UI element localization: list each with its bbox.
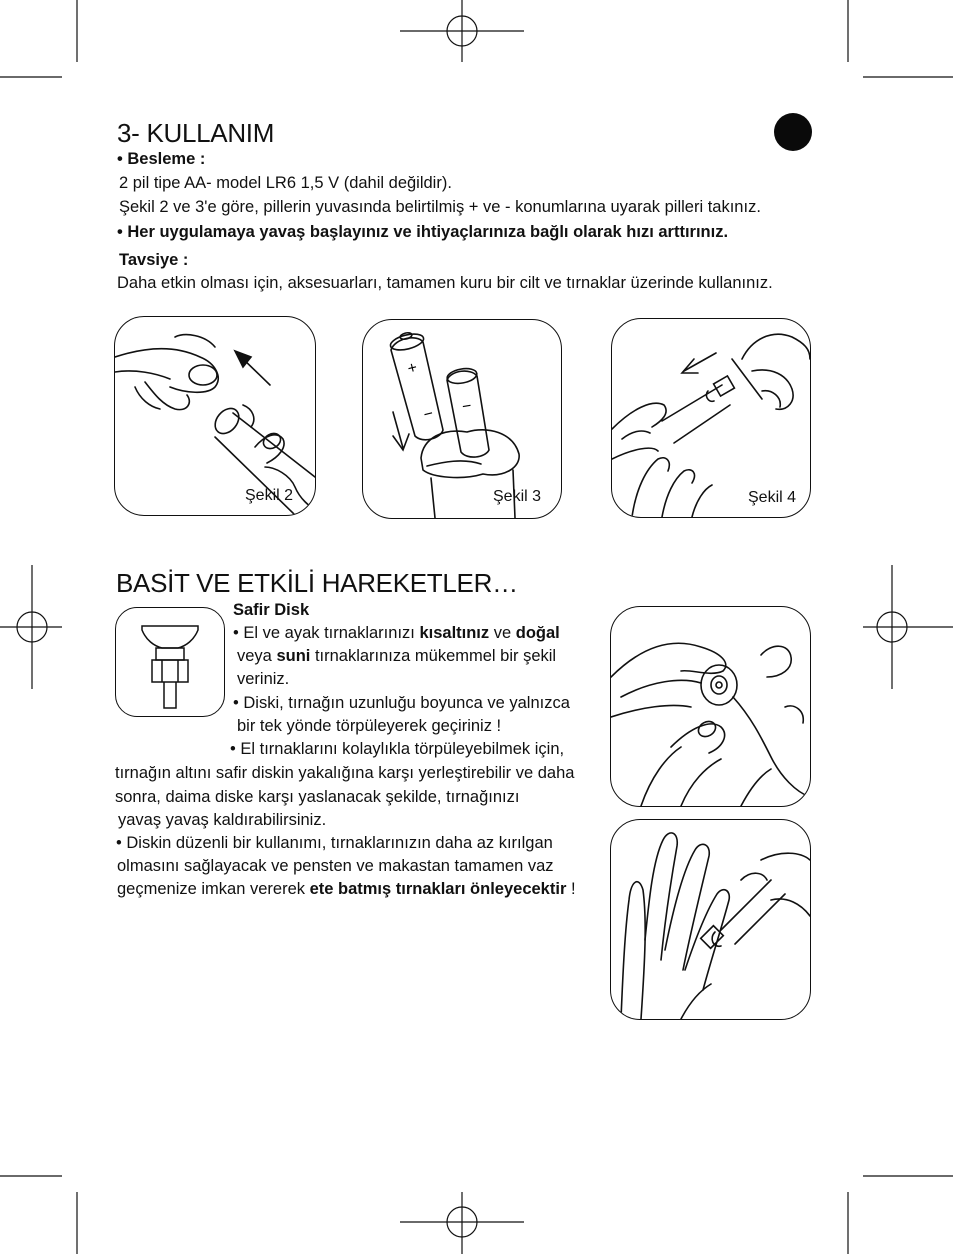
- b2-l1: Diski, tırnağın uzunluğu boyunca ve yalnızca: [243, 694, 570, 712]
- figure-3-caption: Şekil 3: [493, 488, 542, 505]
- bullet-3-line-3: sonra, daima diske karşı yaslanacak şekilde, tırnağınızı: [115, 788, 520, 806]
- language-marker-dot: [774, 113, 812, 151]
- tavsiye-text: Daha etkin olması için, aksesuarları, tamamen kuru bir cilt ve tırnaklar üzerinde kullanınız.: [117, 274, 773, 292]
- hand-inserting-battery-illustration: [115, 317, 315, 515]
- tavsiye-heading: Tavsiye :: [119, 251, 189, 269]
- bullet: •: [230, 740, 236, 758]
- b1-l2-pre: veya: [237, 647, 277, 665]
- disk-usage-illustration-2: [610, 819, 811, 1020]
- bullet-4-line-1: [116, 832, 553, 855]
- sapphire-disk-icon: [116, 608, 224, 716]
- besleme-line-1: 2 pil tipe AA- model LR6 1,5 V (dahil değildir).: [119, 174, 452, 192]
- besleme-line-2: Şekil 2 ve 3'e göre, pillerin yuvasında belirtilmiş + ve - konumlarına uyarak pilleri takınız.: [119, 198, 761, 216]
- battery-plus-mark: +: [405, 359, 420, 378]
- b4-l3-bold: ete batmış tırnakları önleyecektir: [309, 880, 567, 898]
- bullet-2-line-1: [233, 692, 570, 715]
- section-title-kullanim: 3- KULLANIM: [117, 118, 275, 148]
- bullet-2-line-2: bir tek yönde törpüleyerek geçiriniz !: [237, 717, 502, 735]
- bullet-1-line-1: [233, 622, 560, 645]
- b1-bold-2: doğal: [515, 624, 560, 642]
- b3-l1: El tırnaklarını kolaylıkla törpüleyebilmek için,: [240, 740, 565, 758]
- bullet: •: [117, 223, 123, 241]
- speed-note-text: Her uygulamaya yavaş başlayınız ve ihtiyaçlarınıza bağlı olarak hızı arttırınız.: [127, 223, 729, 241]
- bullet: •: [117, 150, 123, 168]
- bullet-4-line-3: [117, 878, 576, 901]
- besleme-heading: [117, 148, 205, 171]
- b1-mid: ve: [489, 624, 516, 642]
- bullet: •: [233, 694, 239, 712]
- figure-3-panel: [362, 319, 562, 519]
- bullet-1-line-3: veriniz.: [237, 670, 290, 688]
- figure-2-panel: [114, 316, 316, 516]
- bullet-3-line-2: tırnağın altını safir diskin yakalığına karşı yerleştirebilir ve daha: [115, 764, 575, 782]
- battery-minus-mark-2: −: [460, 397, 473, 416]
- b4-l3-post: !: [566, 880, 576, 898]
- figure-4-panel: [611, 318, 811, 518]
- b1-pre: El ve ayak tırnaklarınızı: [243, 624, 420, 642]
- bullet: •: [233, 624, 239, 642]
- bullet-1-line-2: [237, 645, 556, 668]
- bullet: •: [116, 834, 122, 852]
- b4-l3-pre: geçmenize imkan vererek: [117, 880, 310, 898]
- bullet-4-line-2: olmasını sağlayacak ve pensten ve makastan tamamen vaz: [117, 857, 554, 875]
- figure-4-caption: Şekil 4: [748, 489, 797, 506]
- section-title-basit-ve-etkili: BASİT VE ETKİLİ HAREKETLER…: [116, 568, 518, 598]
- b1-bold-1: kısaltınız: [419, 624, 490, 642]
- bullet-3-line-4: yavaş yavaş kaldırabilirsiniz.: [118, 811, 327, 829]
- hand-and-device-illustration: [611, 820, 810, 1019]
- bullet-3-line-1: [230, 738, 564, 761]
- b4-l1: Diskin düzenli bir kullanımı, tırnaklarınızın daha az kırılgan: [126, 834, 553, 852]
- sapphire-disk-panel: [115, 607, 225, 717]
- disk-heading: Safir Disk: [233, 601, 310, 619]
- disk-usage-illustration-1: [610, 606, 811, 807]
- battery-minus-mark-1: −: [421, 405, 436, 424]
- b1-l2-post: tırnaklarınıza mükemmel bir şekil: [310, 647, 557, 665]
- accessory-attachment-illustration: [612, 319, 810, 517]
- besleme-heading-text: Besleme :: [127, 150, 206, 168]
- hand-filing-nail-illustration: [611, 607, 810, 806]
- b1-l2-bold: suni: [276, 647, 311, 665]
- figure-2-caption: Şekil 2: [245, 487, 294, 504]
- speed-note: [117, 221, 728, 244]
